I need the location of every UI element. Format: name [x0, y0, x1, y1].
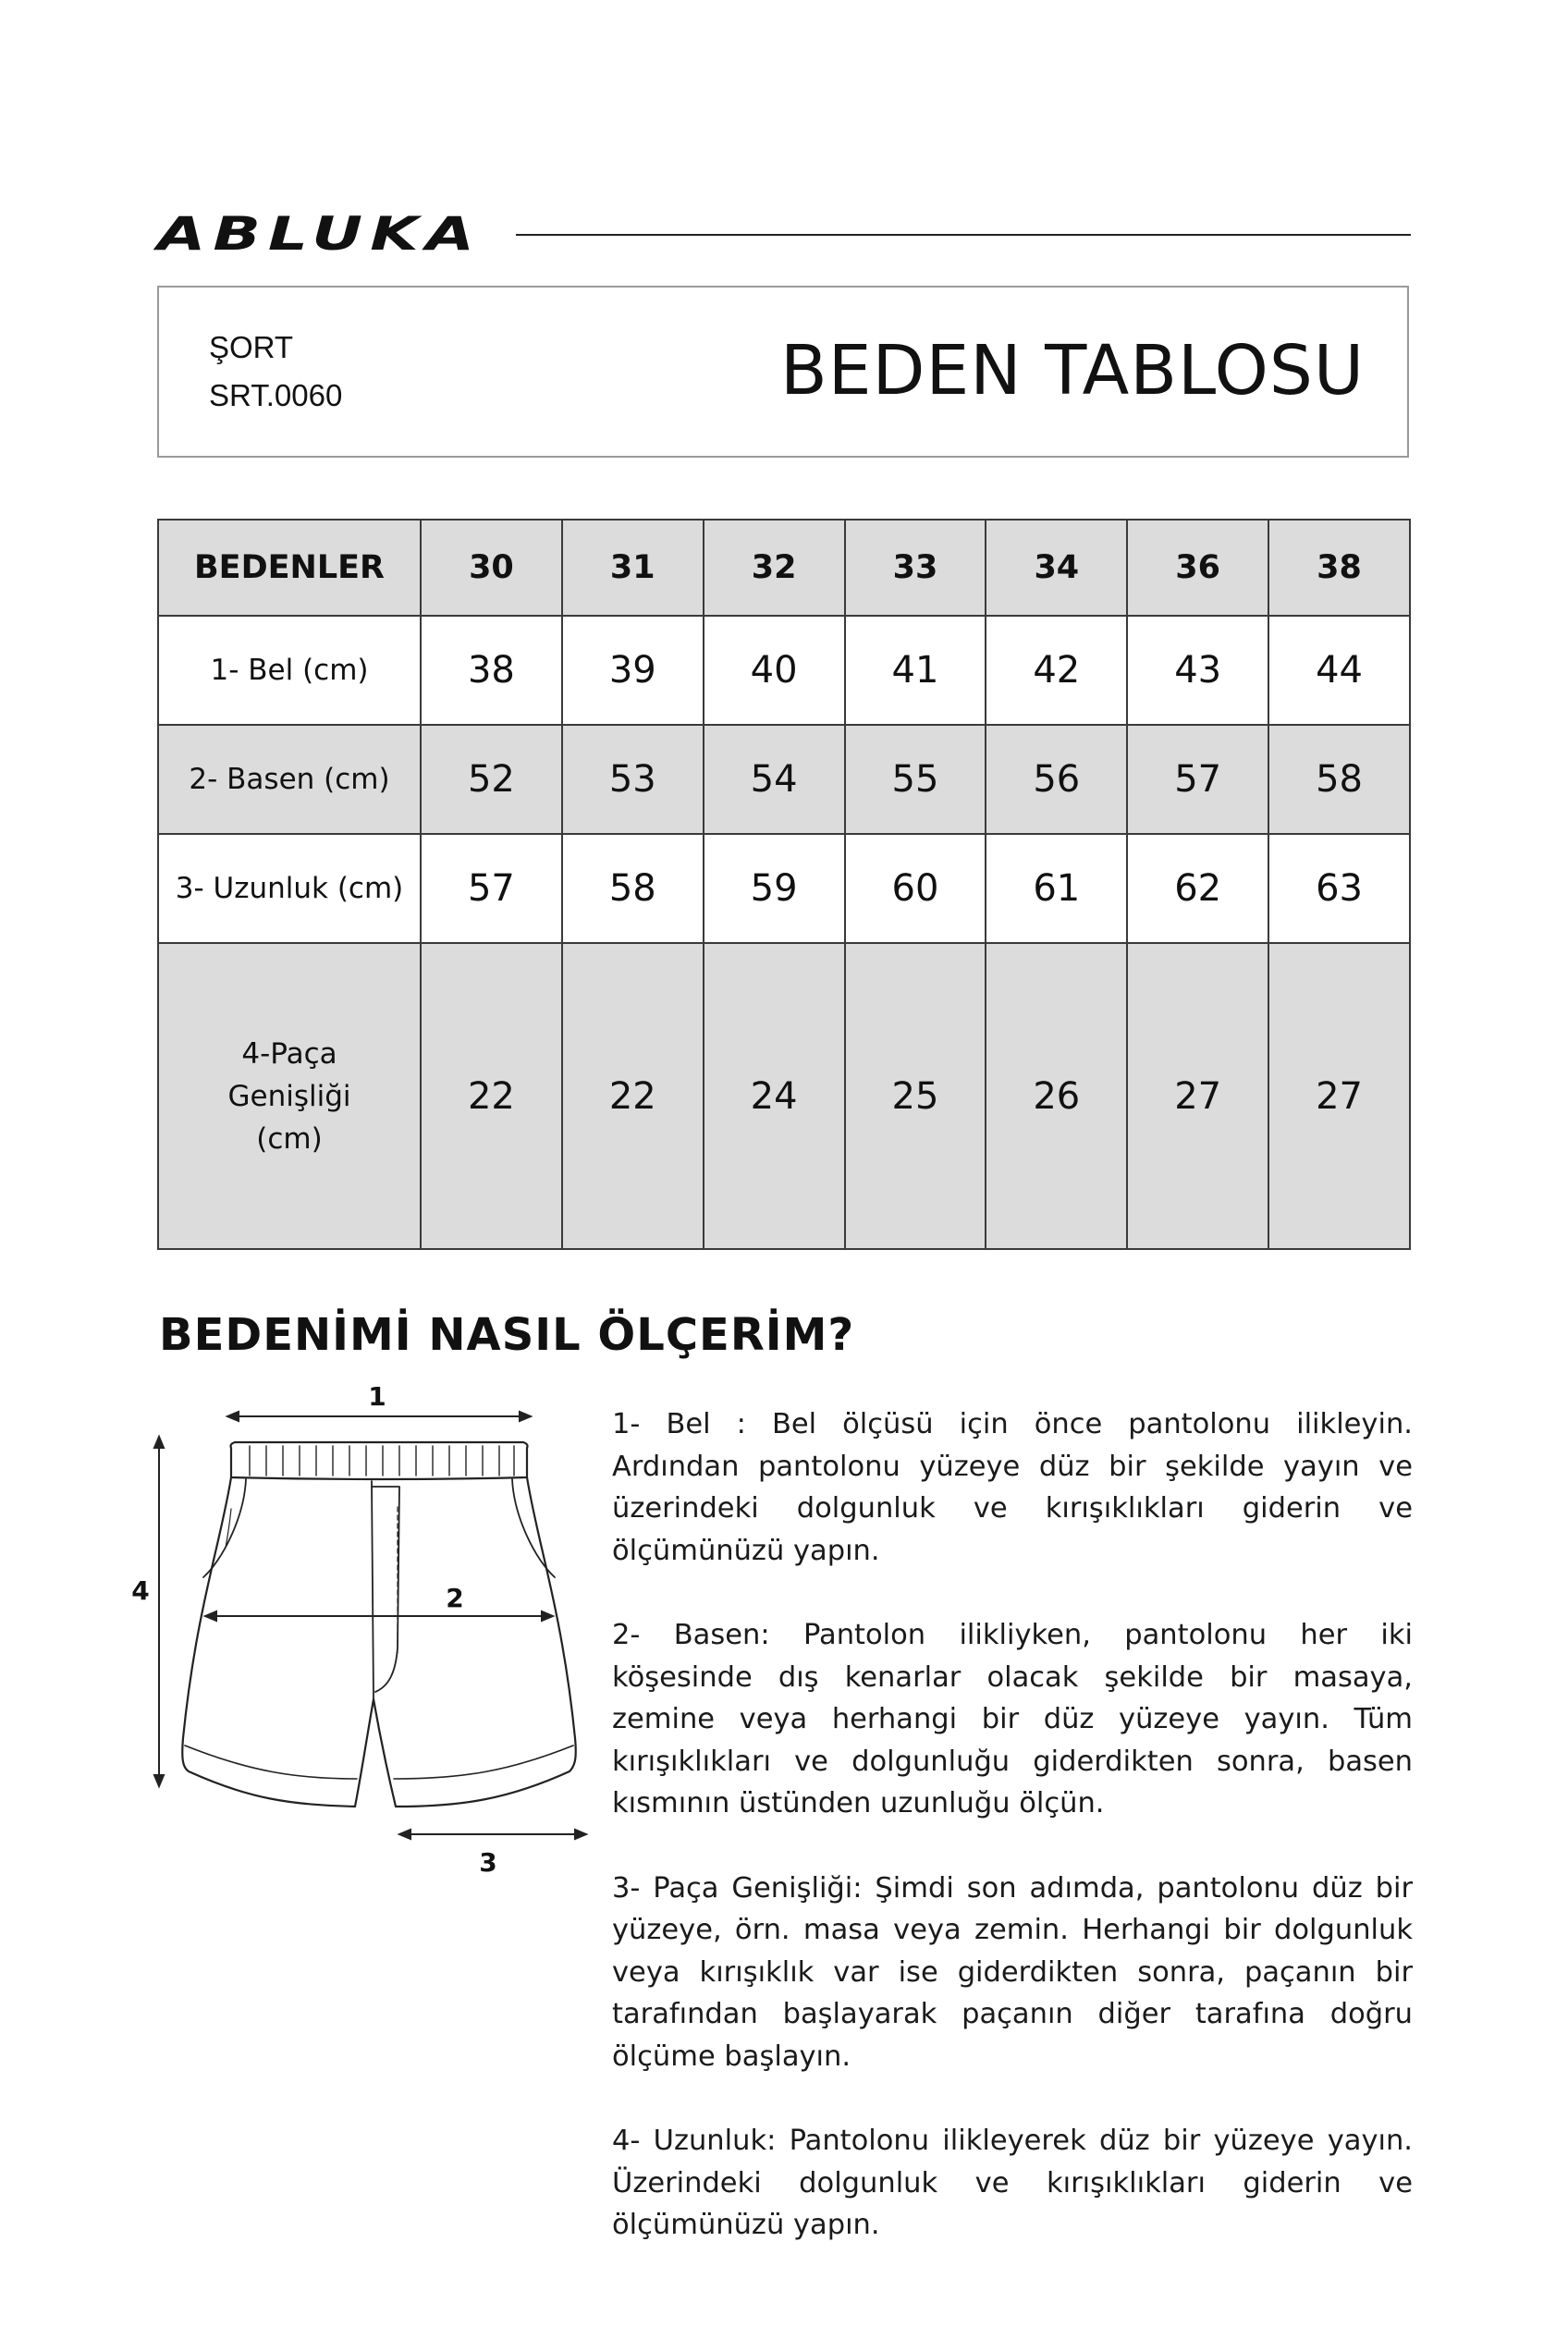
diagram-label-leg-opening: 3	[479, 1847, 497, 1878]
table-cell: 38	[421, 616, 562, 725]
size-column-header: 32	[704, 520, 845, 616]
size-column-header: 33	[845, 520, 986, 616]
diagram-label-hip: 2	[446, 1583, 464, 1613]
page-title: BEDEN TABLOSU	[780, 331, 1365, 410]
brand-logo: ABLUKA	[157, 207, 482, 261]
table-row	[158, 834, 1410, 943]
row-label-waist: 1- Bel (cm)	[158, 616, 421, 725]
table-cell: 58	[562, 834, 704, 943]
table-cell: 42	[986, 616, 1127, 725]
table-cell: 27	[1268, 943, 1410, 1249]
table-cell: 27	[1127, 943, 1268, 1249]
instruction-waist: 1- Bel : Bel ölçüsü için önce pantolonu ilikleyin. Ardından pantolonu yüzeye düz bir şekilde yayın ve üzerindeki dolgunluk ve kırışıklıkları giderin ve ölçümünüzü yapın.	[612, 1408, 1413, 1567]
size-header-row	[158, 520, 1410, 616]
size-column-header: 34	[986, 520, 1127, 616]
table-cell: 22	[562, 943, 704, 1249]
header-divider-line	[516, 234, 1411, 236]
table-cell: 58	[1268, 725, 1410, 834]
table-row	[158, 616, 1410, 725]
table-cell: 53	[562, 725, 704, 834]
table-cell: 43	[1127, 616, 1268, 725]
table-cell: 26	[986, 943, 1127, 1249]
product-code: SRT.0060	[209, 378, 343, 412]
table-cell: 62	[1127, 834, 1268, 943]
table-cell: 63	[1268, 834, 1410, 943]
row-label-hip: 2- Basen (cm)	[158, 725, 421, 834]
diagram-label-length: 4	[131, 1575, 150, 1606]
table-row	[158, 725, 1410, 834]
measure-section-title: BEDENİMİ NASIL ÖLÇERİM?	[159, 1309, 855, 1361]
size-header-label: BEDENLER	[158, 520, 421, 616]
product-type: ŞORT	[209, 330, 294, 364]
table-cell: 44	[1268, 616, 1410, 725]
instruction-hip: 2- Basen: Pantolon ilikliyken, pantolonu her iki köşesinde dış kenarlar olacak şekilde bir masaya, zemine veya herhangi bir düz yüzeye yayın. Tüm kırışıklıkları ve dolgunluğu giderdikten sonra, basen kısmının üstünden uzunluğu ölçün.	[612, 1619, 1413, 1819]
instruction-leg-opening: 3- Paça Genişliği: Şimdi son adımda, pantolonu düz bir yüzeye, örn. masa veya zemin. Herhangi bir dolgunluk veya kırışıklık var ise giderdikten sonra, paçanın bir tarafından başlayarak paçanın diğer tarafına doğru ölçüme başlayın.	[612, 1871, 1413, 2073]
table-cell: 57	[421, 834, 562, 943]
table-cell: 57	[1127, 725, 1268, 834]
size-column-header: 30	[421, 520, 562, 616]
table-cell: 55	[845, 725, 986, 834]
product-header-box	[157, 286, 1409, 458]
table-cell: 22	[421, 943, 562, 1249]
table-cell: 60	[845, 834, 986, 943]
table-row	[158, 943, 1410, 1249]
size-column-header: 36	[1127, 520, 1268, 616]
table-cell: 59	[704, 834, 845, 943]
diagram-label-waist: 1	[368, 1381, 386, 1412]
row-label-leg-opening: 4-Paça Genişliği (cm)	[158, 943, 421, 1249]
table-cell: 40	[704, 616, 845, 725]
instruction-length: 4- Uzunluk: Pantolonu ilikleyerek düz bir yüzeye yayın. Üzerindeki dolgunluk ve kırışıklıkları giderin ve ölçümünüzü yapın.	[612, 2125, 1413, 2241]
shorts-measurement-diagram	[120, 1379, 601, 1879]
table-cell: 41	[845, 616, 986, 725]
size-column-header: 31	[562, 520, 704, 616]
table-cell: 54	[704, 725, 845, 834]
table-cell: 39	[562, 616, 704, 725]
table-cell: 25	[845, 943, 986, 1249]
table-cell: 56	[986, 725, 1127, 834]
size-column-header: 38	[1268, 520, 1410, 616]
row-label-length: 3- Uzunluk (cm)	[158, 834, 421, 943]
measure-instructions	[612, 1403, 1413, 2289]
table-cell: 24	[704, 943, 845, 1249]
table-cell: 52	[421, 725, 562, 834]
size-chart-table	[157, 519, 1411, 1250]
table-cell: 61	[986, 834, 1127, 943]
